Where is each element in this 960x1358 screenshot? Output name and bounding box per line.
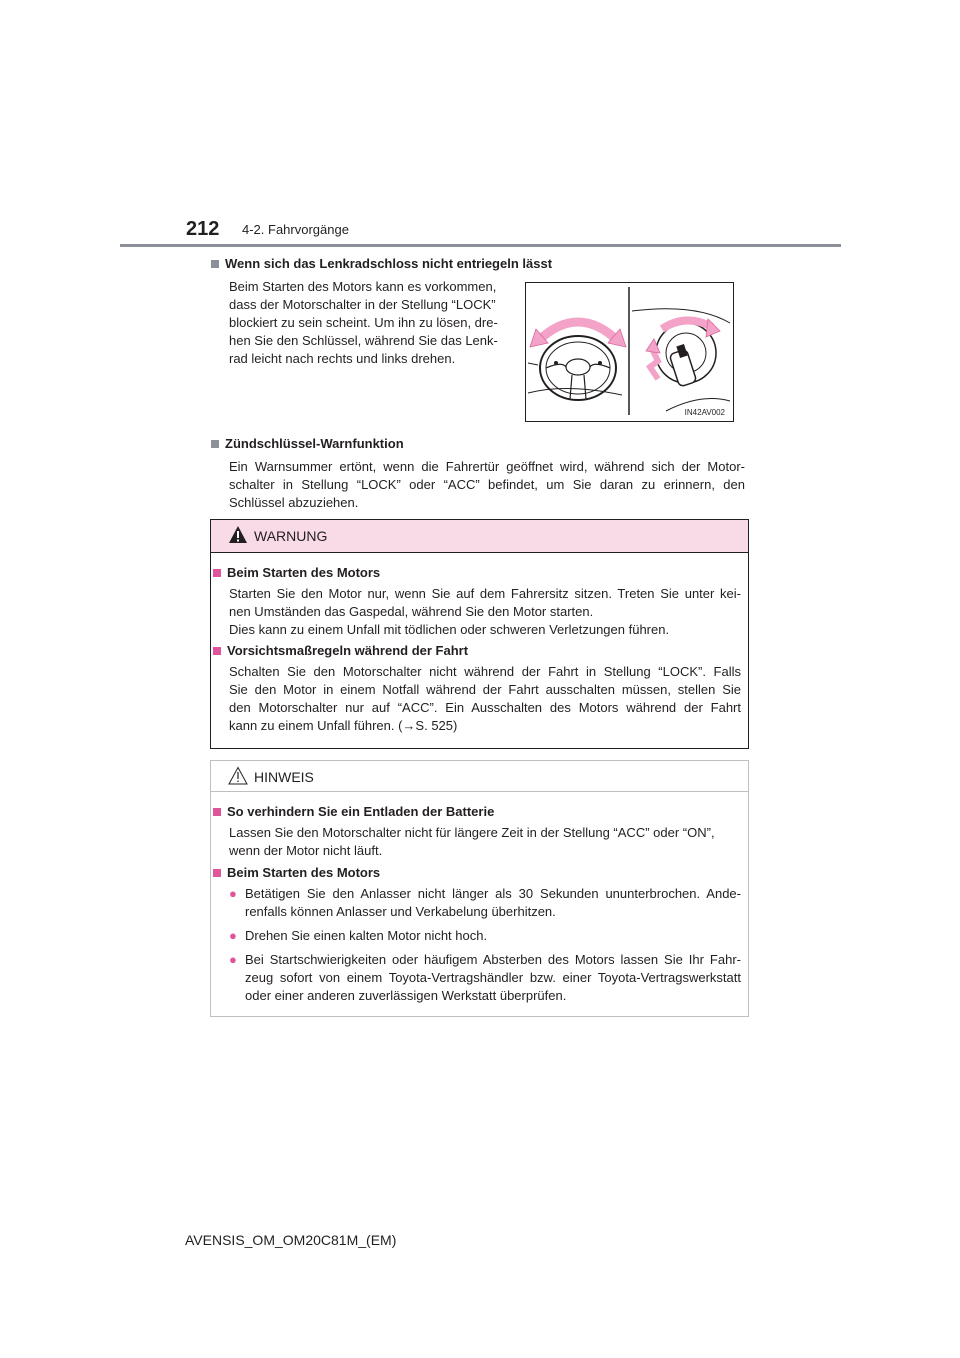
warning-item-driving: Vorsichtsmaßregeln während der Fahrt Schalten Sie den Motorschalter nicht während der Fahrt in Stellung “LOCK”. Falls Sie den Motor in einem Notfall während der Fahrt ausschalten müssen, stellen Sie den Motorschalter nur auf “ACC”. Ein Ausschalten des Motors während der Fahrt kann zu einem Unfall führen. (→S. 525)	[213, 642, 741, 735]
figure-code: IN42AV002	[684, 408, 725, 417]
steering-figure	[525, 282, 734, 422]
notice-box	[210, 760, 749, 1017]
notice-item-battery: So verhindern Sie ein Entladen der Batterie Lassen Sie den Motorschalter nicht für längere Zeit in der Stellung “ACC” oder “ON”, wenn der Motor nicht läuft.	[213, 803, 741, 860]
square-bullet-icon	[211, 260, 219, 268]
caution-triangle-icon	[228, 766, 248, 785]
notice-bullets	[213, 885, 741, 1005]
header-rule	[120, 244, 841, 247]
circle-bullet-icon: ●	[229, 928, 237, 943]
warning-title: WARNUNG	[254, 528, 328, 544]
square-bullet-icon	[213, 647, 221, 655]
warning-item-starting: Beim Starten des Motors Starten Sie den Motor nur, wenn Sie auf dem Fahrersitz sitzen. Treten Sie unter kei- nen Umständen das Gaspedal, während Sie den Motor starten. Dies kann zu einem Unfall mit tödlichen oder schweren Verletzungen führen.	[213, 564, 741, 639]
list-item: ● Drehen Sie einen kalten Motor nicht hoch.	[229, 928, 488, 943]
heading-steering-lock: Wenn sich das Lenkradschloss nicht entriegeln lässt	[211, 255, 552, 273]
notice-item-starting: Beim Starten des Motors ● Betätigen Sie den Anlasser nicht länger als 30 Sekunden ununterbrochen. Ande- renfalls können Anlasser und Verkabelung überhitzen. ● Drehen Sie einen kalten Motor nicht hoch. ● Bei Startschwierigkeiten oder häufigem Absterben des Motors lassen Sie Ihr Fahr- zeug sofort von einem Toyota-Vertragshändler bzw. einer Toyota-Vertragswerkstatt oder einer anderen zuverlässigen Werkstatt überprüfen.	[213, 864, 741, 1005]
circle-bullet-icon: ●	[229, 886, 237, 901]
square-bullet-icon	[211, 440, 219, 448]
square-bullet-icon	[213, 569, 221, 577]
square-bullet-icon	[213, 869, 221, 877]
warning-box	[210, 519, 749, 749]
document-code: AVENSIS_OM_OM20C81M_(EM)	[185, 1232, 397, 1248]
warning-header	[211, 520, 748, 553]
warning-triangle-icon	[228, 525, 248, 544]
list-item: ● Betätigen Sie den Anlasser nicht länger als 30 Sekunden ununterbrochen. Ande- renfalls können Anlasser und Verkabelung überhitzen.	[229, 886, 741, 919]
notice-title: HINWEIS	[254, 769, 314, 785]
steering-lock-text: Beim Starten des Motors kann es vorkommen, dass der Motorschalter in der Stellung “LOCK” blockiert zu sein scheint. Um ihn zu lösen, dre- hen Sie den Schlüssel, während Sie das Lenk- rad leicht nach rechts und links drehen.	[229, 279, 498, 366]
key-warning-text: Ein Warnsummer ertönt, wenn die Fahrertür geöffnet wird, während sich der Motor- schalter in Stellung “LOCK” oder “ACC” befindet, um Sie daran zu erinnern, den Schlüssel abzuziehen.	[229, 459, 745, 510]
heading-key-warning: Zündschlüssel-Warnfunktion	[211, 435, 404, 453]
list-item: ● Bei Startschwierigkeiten oder häufigem Absterben des Motors lassen Sie Ihr Fahr- zeug sofort von einem Toyota-Vertragshändler bzw. einer Toyota-Vertragswerkstatt oder einer anderen zuverlässigen Werkstatt überprüfen.	[229, 952, 741, 1003]
page-number: 212	[186, 218, 220, 240]
section-title: 4-2. Fahrvorgänge	[242, 222, 349, 237]
steering-wheel-illustration	[526, 283, 733, 421]
circle-bullet-icon: ●	[229, 952, 237, 967]
notice-header	[211, 761, 748, 792]
square-bullet-icon	[213, 808, 221, 816]
